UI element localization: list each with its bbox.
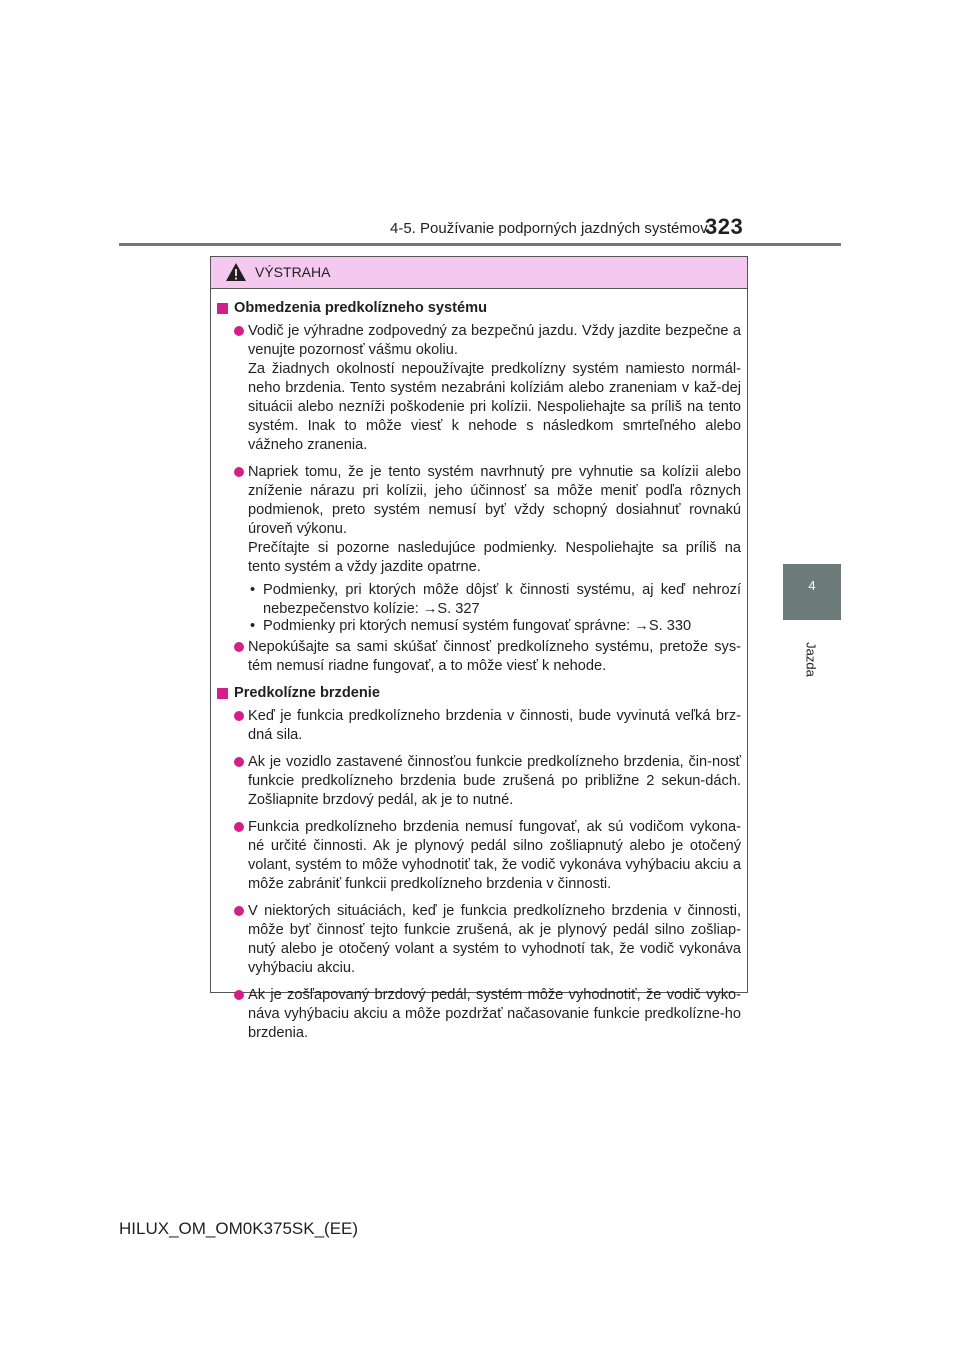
list-item bbox=[217, 818, 741, 894]
circle-bullet-icon bbox=[234, 467, 244, 477]
chapter-tab-number: 4 bbox=[808, 578, 816, 593]
sub-bullet-icon: • bbox=[250, 618, 256, 634]
circle-bullet-icon bbox=[234, 326, 244, 336]
warning-title: VÝSTRAHA bbox=[255, 264, 331, 280]
circle-bullet-icon bbox=[234, 906, 244, 916]
warning-triangle-icon bbox=[225, 262, 247, 282]
chapter-tab-label-text: Jazda bbox=[803, 642, 819, 677]
page-number: 323 bbox=[705, 214, 744, 239]
chapter-tab-label bbox=[803, 630, 823, 690]
item-text: Funkcia predkolízneho brzdenia nemusí fungovať, ak sú vodičom vykona-né určité činnosti. Ak je plynový pedál silno zošliapnutý alebo je otočený volant, systém to môže vyhodnotiť tak, že vodič vykonáva vyhýbaciu akciu a môže zabrániť funkcii predkolízneho brzdenia v činnosti. bbox=[248, 819, 741, 892]
list-item bbox=[217, 638, 741, 676]
list-item bbox=[217, 902, 741, 978]
list-item bbox=[217, 322, 741, 455]
list-item bbox=[217, 753, 741, 810]
section-heading bbox=[217, 684, 741, 703]
sub-list-item bbox=[217, 617, 741, 636]
list-item bbox=[217, 463, 741, 577]
section-heading-text: Predkolízne brzdenie bbox=[234, 685, 380, 701]
document-code: HILUX_OM_OM0K375SK_(EE) bbox=[119, 1219, 359, 1238]
sub-bullet-icon: • bbox=[250, 582, 256, 598]
sub-item-text: Podmienky, pri ktorých môže dôjsť k činnosti systému, aj keď nehrozí nebezpečenstvo kolízie: →S. 327 bbox=[263, 582, 741, 617]
sub-item-text: Podmienky pri ktorých nemusí systém fungovať správne: →S. 330 bbox=[263, 618, 692, 634]
item-text: Za žiadnych okolností nepoužívajte predkolízny systém namiesto normál-neho brzdenia. Tento systém nezabráni kolíziám alebo zraneniam v kaž-dej situácii alebo nezníži poškodenie pri kolízii. Nespoliehajte sa príliš na tento systém. Inak to môže viesť k nehode s následkom smrteľného alebo vážneho zranenia. bbox=[248, 361, 741, 453]
warning-body bbox=[211, 289, 747, 1043]
section-heading-text: Obmedzenia predkolízneho systému bbox=[234, 300, 488, 316]
chapter-title: 4-5. Používanie podporných jazdných systémov bbox=[390, 220, 708, 237]
square-bullet-icon bbox=[217, 688, 228, 699]
circle-bullet-icon bbox=[234, 642, 244, 652]
list-item bbox=[217, 986, 741, 1043]
item-text: Ak je vozidlo zastavené činnosťou funkcie predkolízneho brzdenia, čin-nosť funkcie predkolízneho brzdenia bude zrušená po približne 2 sekun-dách. Zošliapnite brzdový pedál, ak je to nutné. bbox=[248, 754, 741, 808]
item-text: V niektorých situáciách, keď je funkcia predkolízneho brzdenia v činnosti, môže byť činnosť tejto funkcie zrušená, ak je plynový pedál silno zošliap-nutý alebo je otočený volant a systém to vyhodnotí tak, že vodič vykonáva vyhýbaciu akciu. bbox=[248, 903, 741, 976]
item-text: Ak je zošľapovaný brzdový pedál, systém môže vyhodnotiť, že vodič vyko-náva vyhýbaciu akciu a môže pozdržať načasovanie funkcie predkolízne-ho brzdenia. bbox=[248, 987, 741, 1041]
circle-bullet-icon bbox=[234, 711, 244, 721]
list-item bbox=[217, 707, 741, 745]
chapter-tab[interactable] bbox=[783, 564, 841, 620]
square-bullet-icon bbox=[217, 303, 228, 314]
circle-bullet-icon bbox=[234, 990, 244, 1000]
section-heading bbox=[217, 299, 741, 318]
circle-bullet-icon bbox=[234, 822, 244, 832]
item-text: Prečítajte si pozorne nasledujúce podmienky. Nespoliehajte sa príliš na tento systém a vždy jazdite opatrne. bbox=[248, 540, 741, 575]
item-text: Nepokúšajte sa sami skúšať činnosť predkolízneho systému, pretože sys-tém nemusí riadne fungovať, a to môže viesť k nehode. bbox=[248, 639, 741, 674]
warning-box bbox=[210, 256, 748, 1041]
header-rule bbox=[119, 243, 841, 246]
item-text: Keď je funkcia predkolízneho brzdenia v činnosti, bude vyvinutá veľká brz-dná sila. bbox=[248, 708, 741, 743]
item-text: Vodič je výhradne zodpovedný za bezpečnú jazdu. Vždy jazdite bezpečne a venujte pozornosť vášmu okoliu. bbox=[248, 323, 741, 358]
item-text: Napriek tomu, že je tento systém navrhnutý pre vyhnutie sa kolízii alebo zníženie nárazu pri kolízii, jeho účinnosť sa môže meniť podľa rôznych podmienok, preto systém nemusí byť vždy schopný dosiahnuť rovnakú úroveň výkonu. bbox=[248, 464, 741, 537]
sub-list-item bbox=[217, 581, 741, 619]
warning-header bbox=[211, 257, 747, 289]
circle-bullet-icon bbox=[234, 757, 244, 767]
